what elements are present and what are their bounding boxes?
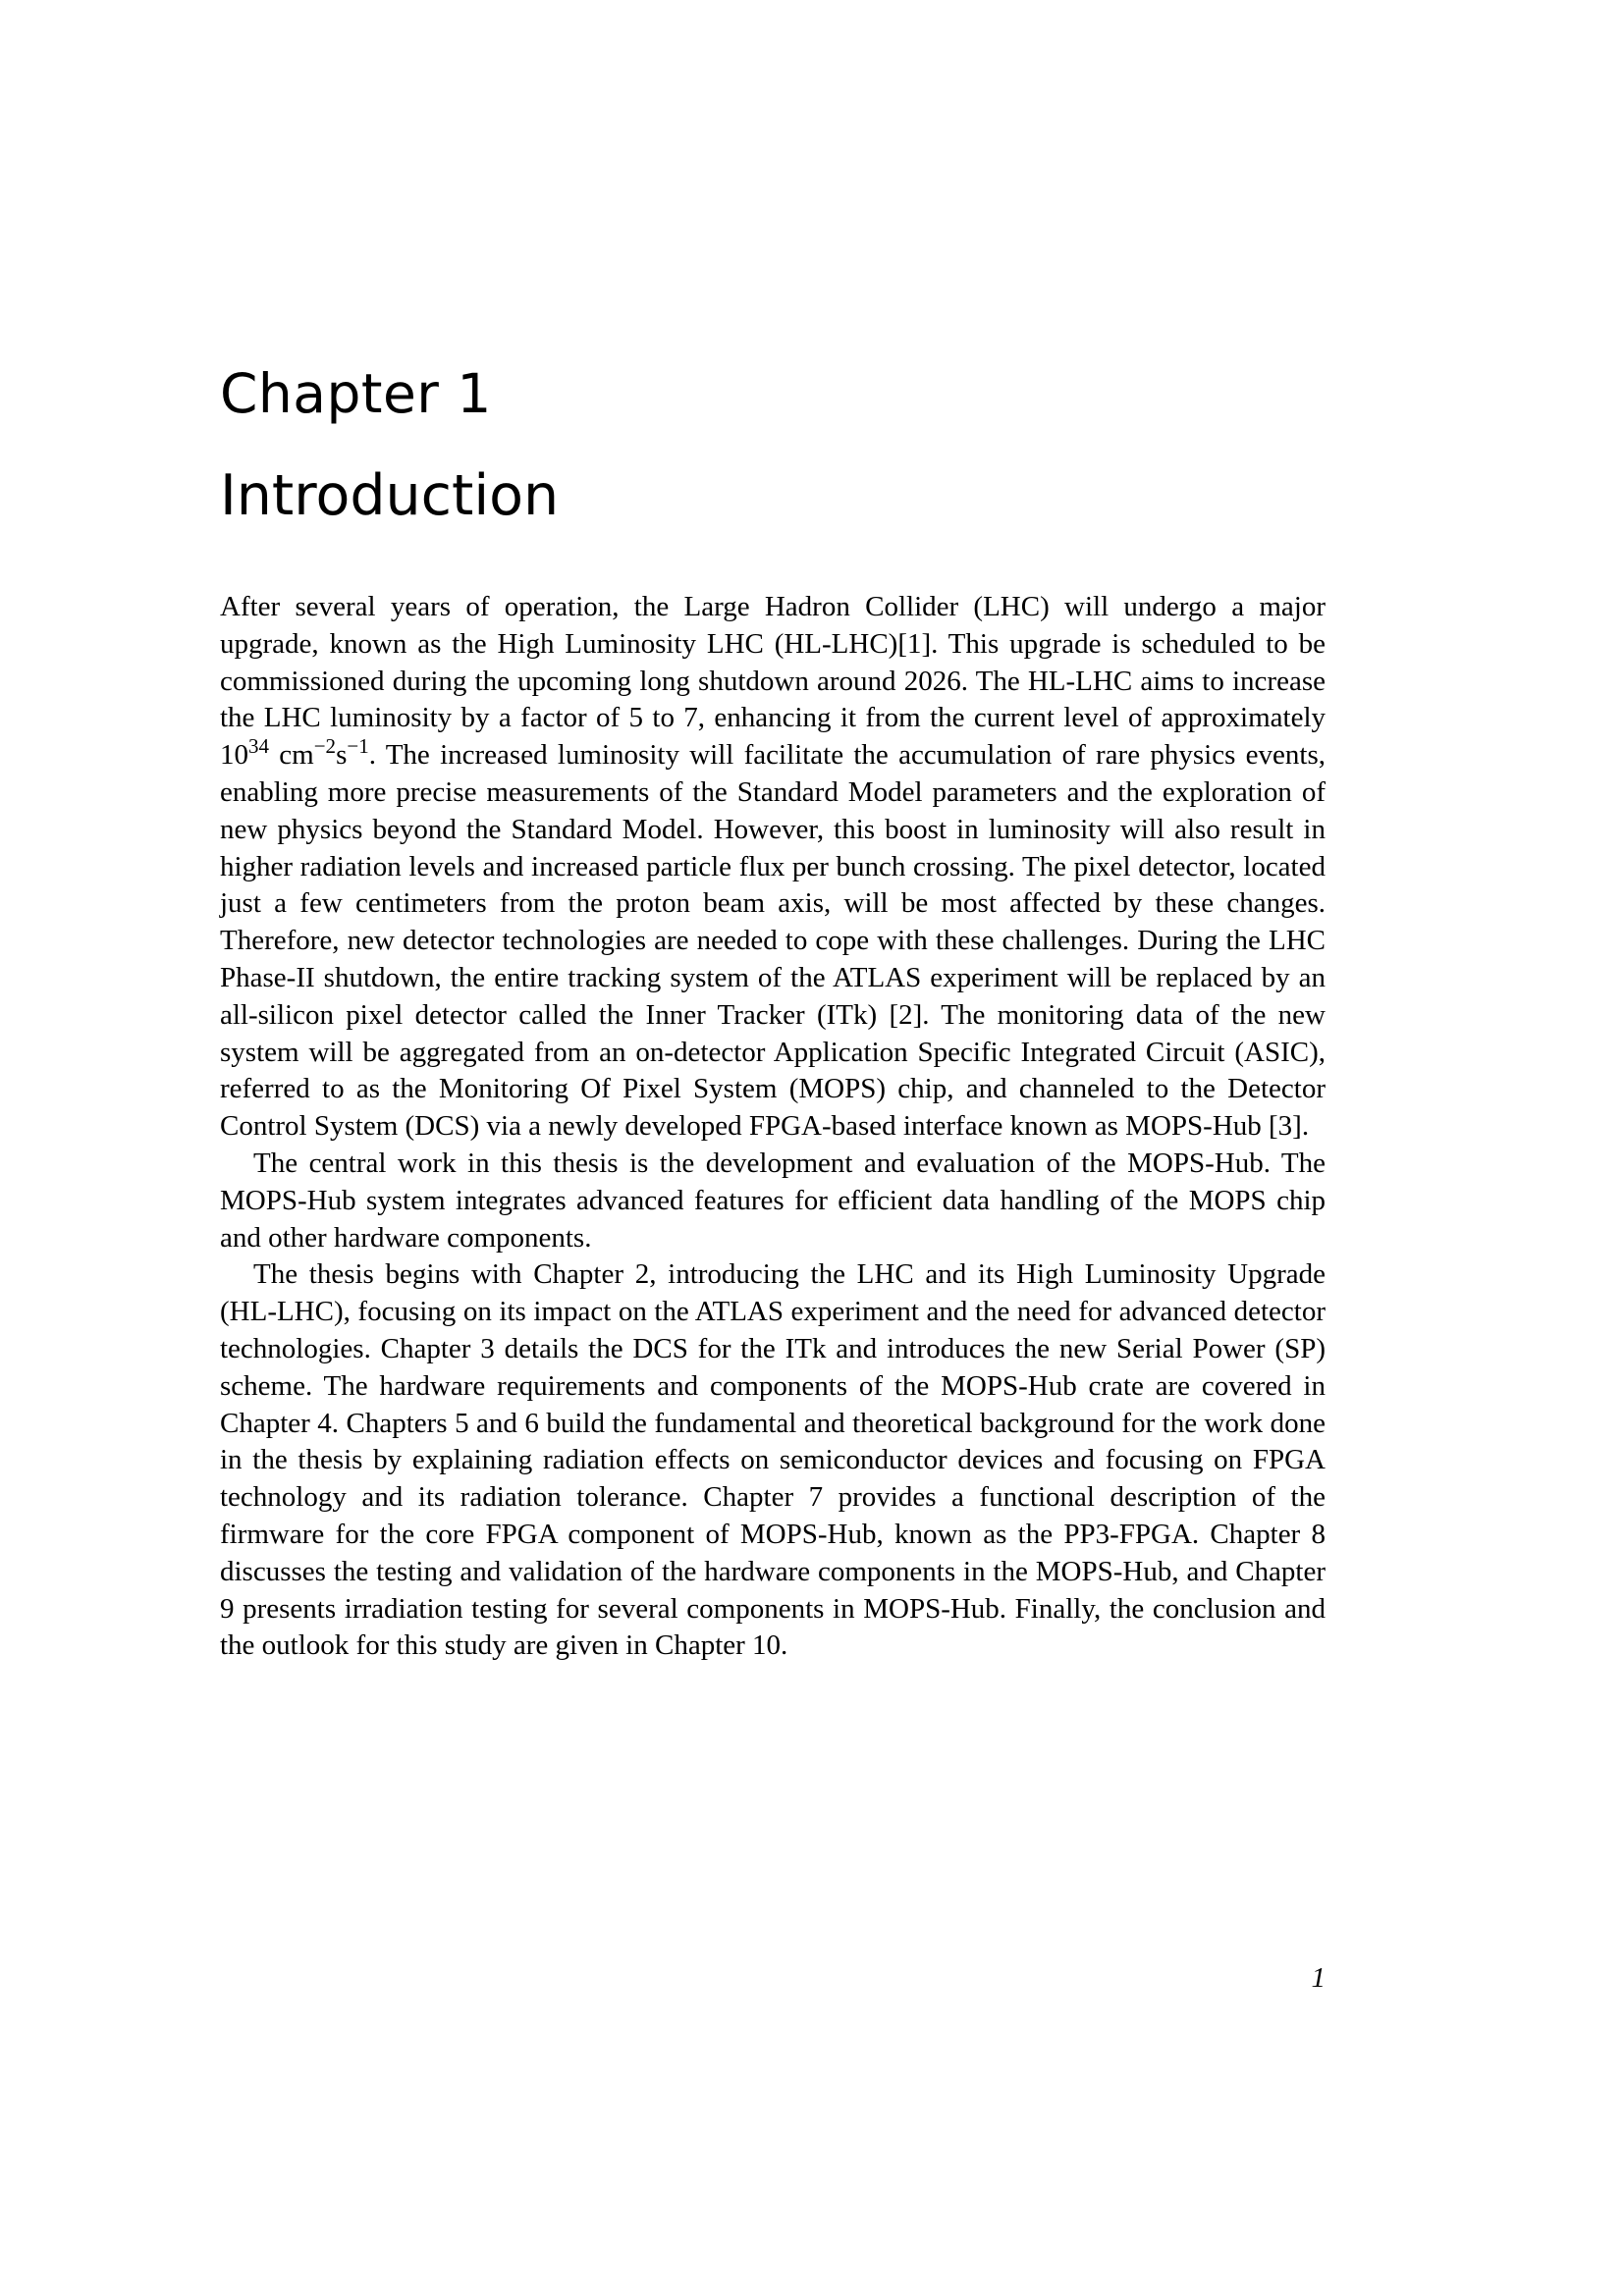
paragraph-2 [220,1146,1326,1256]
paragraph-text: . The increased luminosity will facilitate the accumulation of rare physics events, enabling more precise measurements of the Standard Model parameters and the exploration of new physics beyond the Standard Model. However, this boost in luminosity will also result in higher radiation levels and increased particle flux per bunch crossing. The pixel detector, located just a few centimeters from the proton beam axis, will be most affected by these changes. Therefore, new detector technologies are needed to cope with these challenges. During the LHC Phase-II shutdown, the entire tracking system of the ATLAS experiment will be replaced by an all-silicon pixel detector called the Inner Tracker (ITk) [2]. The monitoring data of the new system will be aggregated from an on-detector Application Specific Integrated Circuit (ASIC), referred to as the Monitoring Of Pixel System (MOPS) chip, and channeled to the Detector Control System (DCS) via a newly developed FPGA-based interface known as MOPS-Hub [3]. [220,739,1326,1143]
superscript: −2 [313,734,337,759]
superscript: 34 [248,734,269,759]
chapter-title: Introduction [220,463,560,528]
paragraph-text: cm [269,739,314,772]
paragraph-text: s [336,739,348,772]
paragraph-text: The central work in this thesis is the development and evaluation of the MOPS-Hub. The MOPS-Hub system integrates advanced features for efficient data handling of the MOPS chip and other hardware components. [220,1147,1326,1254]
chapter-body [220,589,1326,1665]
paragraph-text: After several years of operation, the Large Hadron Collider (LHC) will undergo a major upgrade, known as the High Luminosity LHC (HL-LHC)[1]. This upgrade is scheduled to be commissioned during the upcoming long shutdown around 2026. The HL-LHC aims to increase the LHC luminosity by a factor of 5 to 7, enhancing it from the current level of approximately 10 [220,591,1326,772]
paragraph-text: The thesis begins with Chapter 2, introducing the LHC and its High Luminosity Upgrade (HL-LHC), focusing on its impact on the ATLAS experiment and the need for advanced detector technologies. Chapter 3 details the DCS for the ITk and introduces the new Serial Power (SP) scheme. The hardware requirements and components of the MOPS-Hub crate are covered in Chapter 4. Chapters 5 and 6 build the fundamental and theoretical background for the work done in the thesis by explaining radiation effects on semiconductor devices and focusing on FPGA technology and its radiation tolerance. Chapter 7 provides a functional description of the firmware for the core FPGA component of MOPS-Hub, known as the PP3-FPGA. Chapter 8 discusses the testing and validation of the hardware components in the MOPS-Hub, and Chapter 9 presents irradiation testing for several components in MOPS-Hub. Finally, the conclusion and the outlook for this study are given in Chapter 10. [220,1258,1326,1662]
paragraph-1 [220,589,1326,1146]
superscript: −1 [347,734,369,759]
page-number: 1 [1311,1962,1326,1994]
paragraph-3 [220,1256,1326,1665]
chapter-label: Chapter 1 [220,362,492,425]
